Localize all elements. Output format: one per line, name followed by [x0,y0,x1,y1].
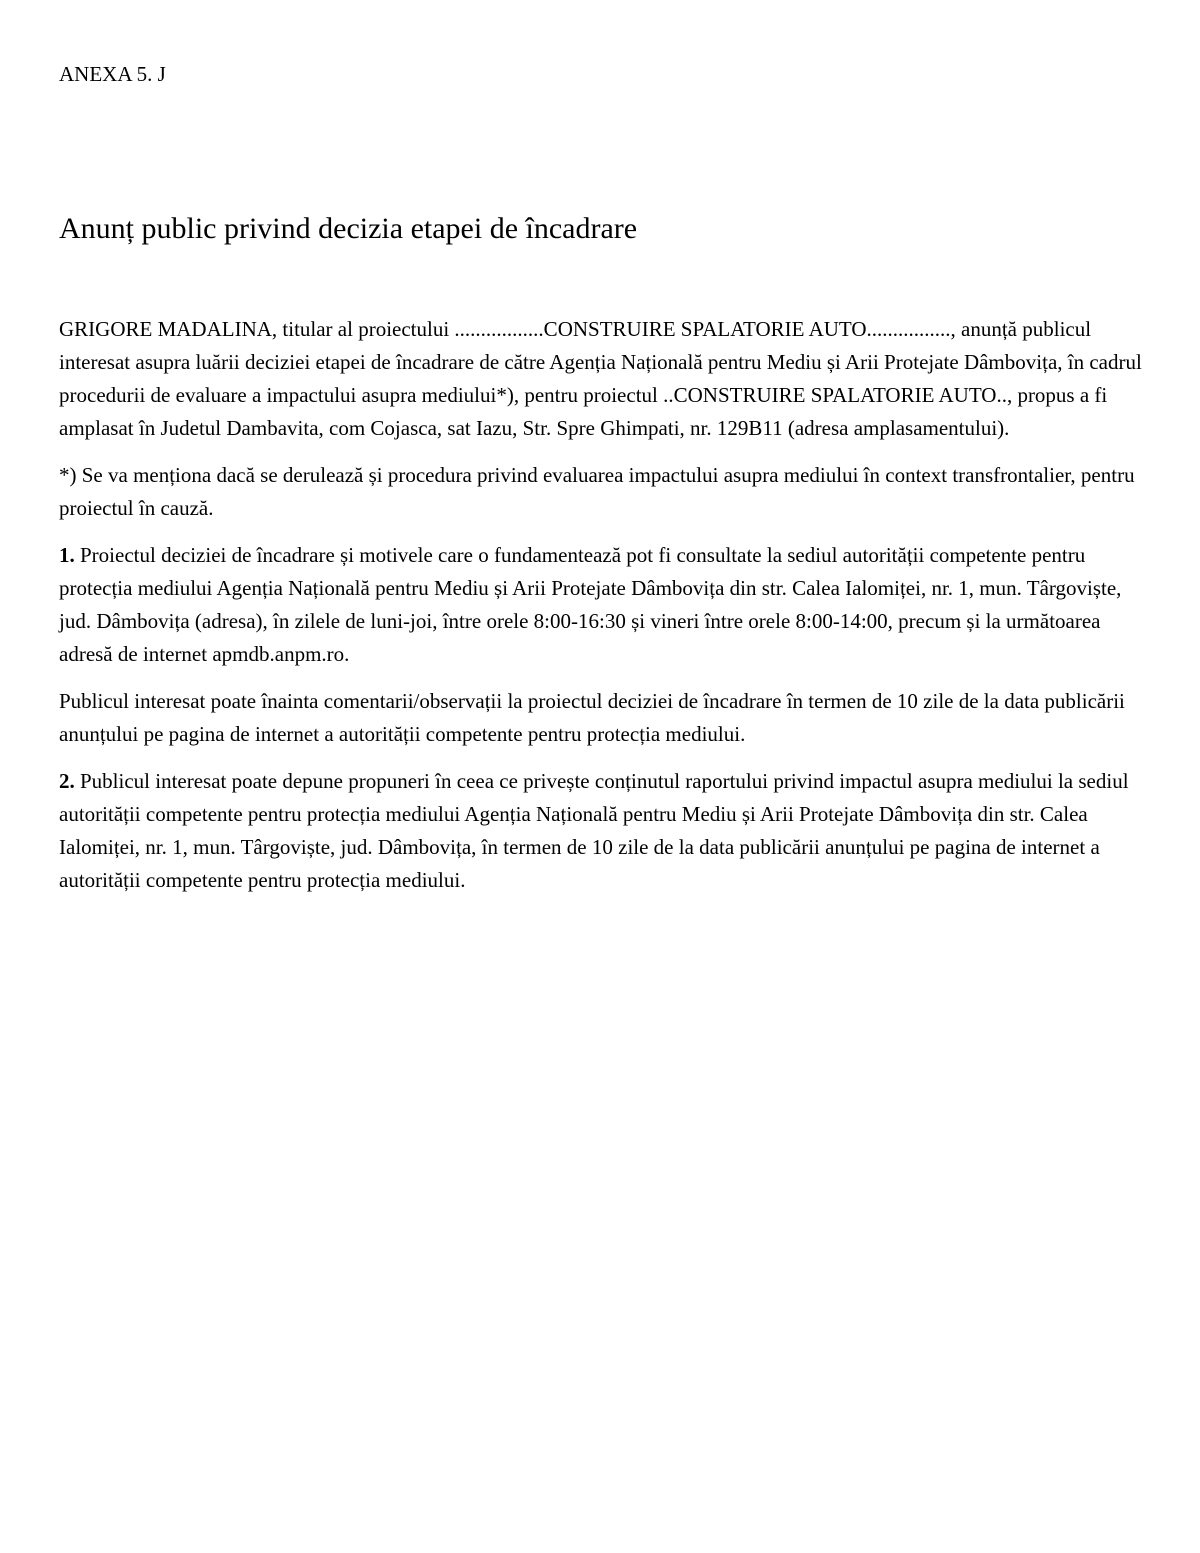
paragraph-item-2 [59,765,1149,897]
annex-label: ANEXA 5. J [59,62,166,86]
paragraph-intro-text: GRIGORE MADALINA, titular al proiectului .................CONSTRUIRE SPALATORIE AUTO................, anunță publicul interesat asupra luării deciziei etapei de încadrare de către Agenția Națională pentru Mediu și Arii Protejate Dâmbovița, în cadrul procedurii de evaluare a impactului asupra mediului*), pentru proiectul ..CONSTRUIRE SPALATORIE AUTO.., propus a fi amplasat în Judetul Dambavita, com Cojasca, sat Iazu, Str. Spre Ghimpati, nr. 129B11 (adresa amplasamentului). [59,317,1142,440]
paragraph-footnote [59,459,1149,525]
paragraph-item-1 [59,539,1149,671]
paragraph-comments [59,685,1149,751]
page-title: Anunț public privind decizia etapei de încadrare [59,212,638,245]
paragraph-intro [59,313,1149,445]
announcement-body [59,313,1149,911]
paragraph-item-2-text: Publicul interesat poate depune propuneri în ceea ce privește conținutul raportului privind impactul asupra mediului la sediul autorității competente pentru protecția mediului Agenția Națională pentru Mediu și Arii Protejate Dâmbovița din str. Calea Ialomiței, nr. 1, mun. Târgoviște, jud. Dâmbovița, în termen de 10 zile de la data publicării anunțului pe pagina de internet a autorității competente pentru protecția mediului. [59,769,1129,892]
paragraph-item-1-text: Proiectul deciziei de încadrare și motivele care o fundamentează pot fi consultate la sediul autorității competente pentru protecția mediului Agenția Națională pentru Mediu și Arii Protejate Dâmbovița din str. Calea Ialomiței, nr. 1, mun. Târgoviște, jud. Dâmbovița (adresa), în zilele de luni-joi, între orele 8:00-16:30 și vineri între orele 8:00-14:00, precum și la următoarea adresă de internet apmdb.anpm.ro. [59,543,1122,666]
paragraph-item-1-number: 1. [59,543,75,567]
paragraph-footnote-text: *) Se va menționa dacă se derulează și procedura privind evaluarea impactului asupra mediului în context transfrontalier, pentru proiectul în cauză. [59,463,1135,520]
paragraph-comments-text: Publicul interesat poate înainta comentarii/observații la proiectul deciziei de încadrare în termen de 10 zile de la data publicării anunțului pe pagina de internet a autorității competente pentru protecția mediului. [59,689,1125,746]
paragraph-item-2-number: 2. [59,769,75,793]
